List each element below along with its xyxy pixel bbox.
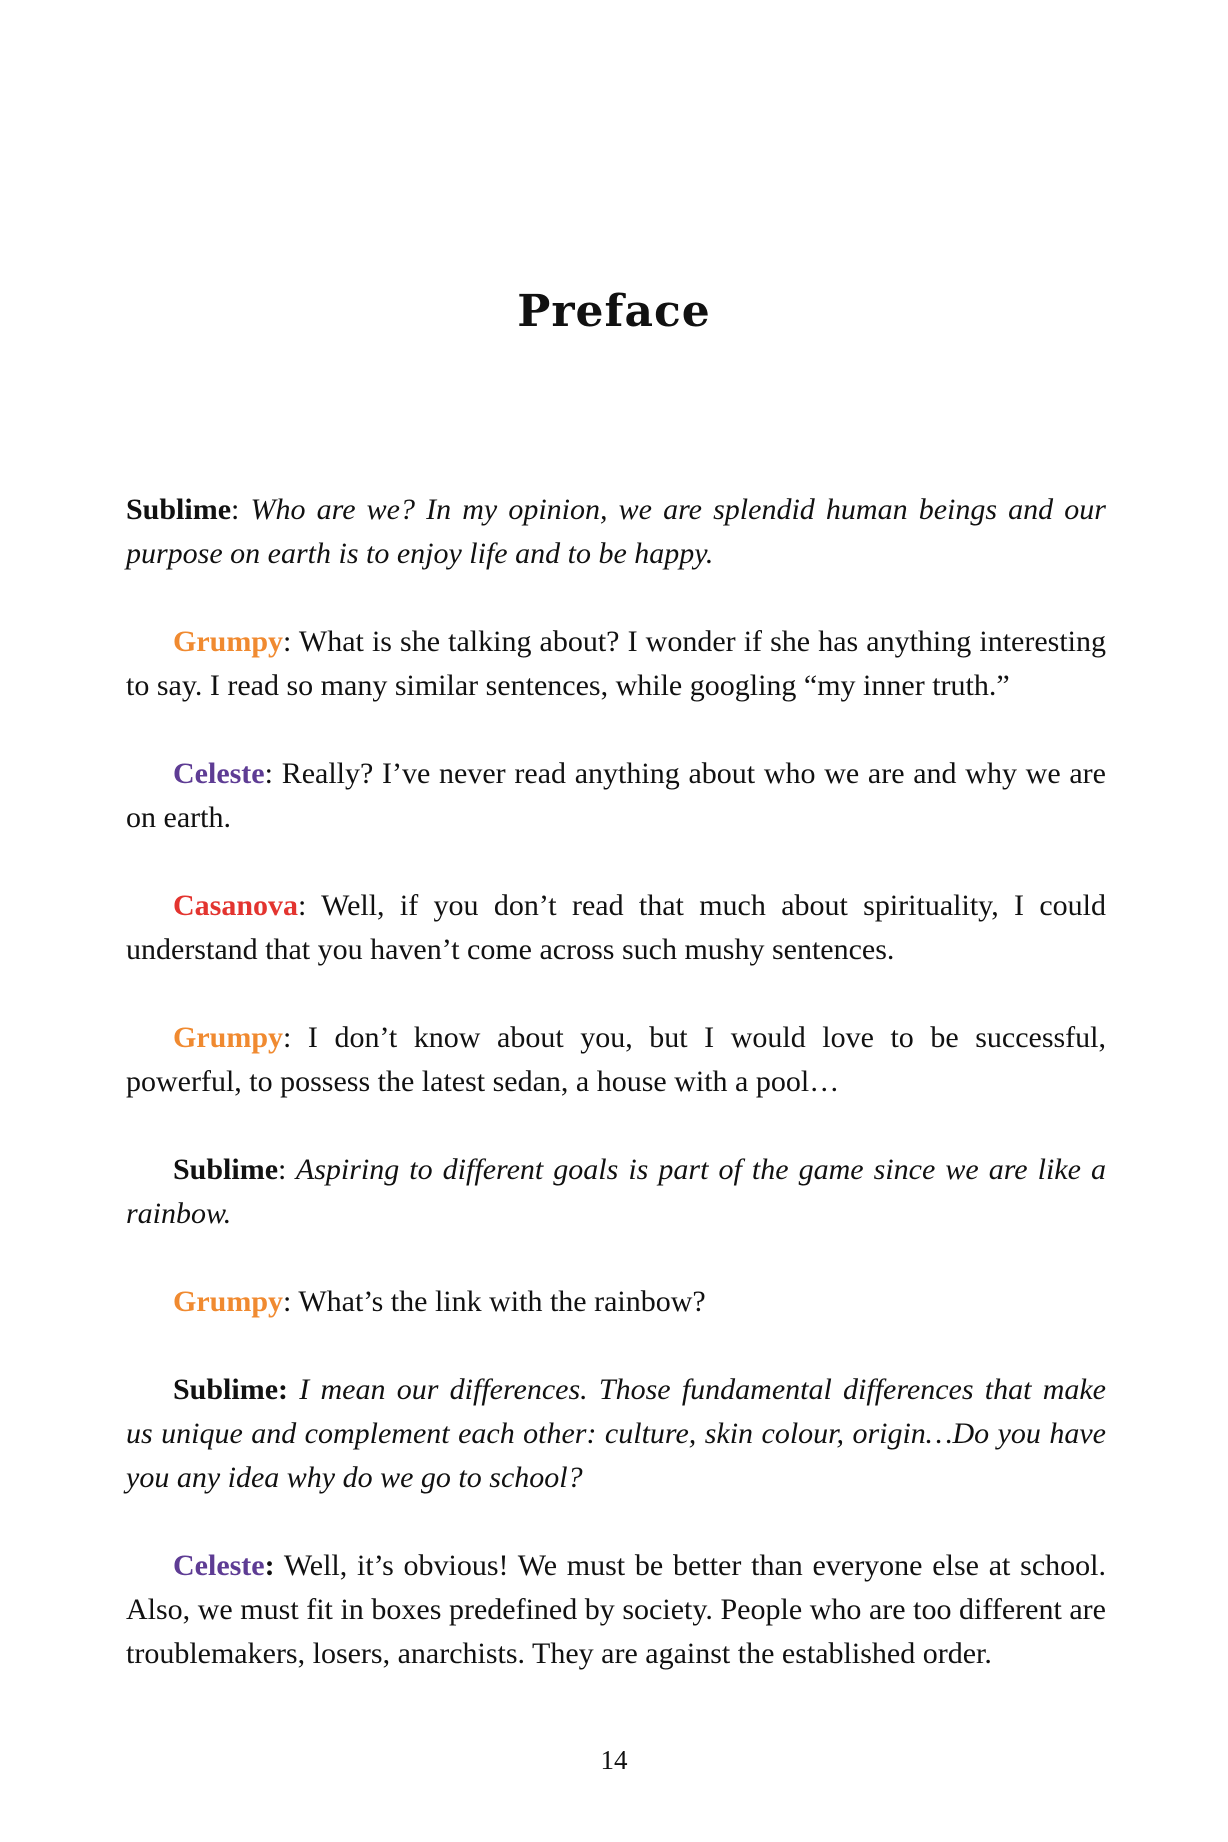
speaker-separator: : [278,1153,287,1186]
speech-text: Who are we? In my opinion, we are splendid human beings and our purpose on earth is to enjoy life and to be happy. [126,493,1106,570]
speech-text: Really? I’ve never read anything about who we are and why we are on earth. [126,757,1106,834]
speaker-separator: : [283,1021,292,1054]
speaker-name: Sublime [173,1153,279,1186]
speech-text: What is she talking about? I wonder if she has anything interesting to say. I read so many similar sentences, while googling “my inner truth.” [126,625,1106,702]
speaker-name: Celeste [173,1549,265,1582]
speech-text: What’s the link with the rainbow? [291,1285,706,1318]
page-title: Preface [517,286,711,337]
speech-text: Well, if you don’t read that much about spirituality, I could understand that you haven’t come across such mushy sentences. [126,889,1106,966]
speaker-separator: : [231,493,240,526]
speaker-name: Sublime [126,493,232,526]
speaker-separator: : [283,1285,292,1318]
dialogue-paragraph [126,1280,1106,1324]
speaker-separator: : [264,1549,275,1582]
speaker-name: Casanova [173,889,299,922]
speaker-separator: : [298,889,307,922]
speaker-name: Grumpy [173,625,284,658]
speaker-separator: : [264,757,273,790]
speech-text: Well, it’s obvious! We must be better than everyone else at school. Also, we must fit in boxes predefined by society. People who are too different are troublemakers, losers, anarchists. They are against the established order. [126,1549,1106,1670]
speaker-name: Celeste [173,757,265,790]
dialogue-paragraph [126,884,1106,972]
dialogue-paragraph [126,1544,1106,1676]
dialogue-paragraph [126,1368,1106,1500]
speaker-separator: : [278,1373,289,1406]
dialogue-paragraph [126,752,1106,840]
page-number: 14 [600,1745,628,1775]
speaker-name: Sublime [173,1373,279,1406]
dialogue-body [126,488,1106,1720]
speaker-separator: : [283,625,292,658]
speaker-name: Grumpy [173,1285,284,1318]
dialogue-paragraph [126,1148,1106,1236]
dialogue-paragraph [126,488,1106,576]
speech-text: Aspiring to different goals is part of the game since we are like a rainbow. [126,1153,1106,1230]
dialogue-paragraph [126,620,1106,708]
speaker-name: Grumpy [173,1021,284,1054]
speech-text: I mean our differences. Those fundamental differences that make us unique and complement each other: culture, skin colour, origin…Do you have you any idea why do we go to school? [126,1373,1106,1494]
speech-text: I don’t know about you, but I would love to be successful, powerful, to possess the latest sedan, a house with a pool… [126,1021,1106,1098]
dialogue-paragraph [126,1016,1106,1104]
